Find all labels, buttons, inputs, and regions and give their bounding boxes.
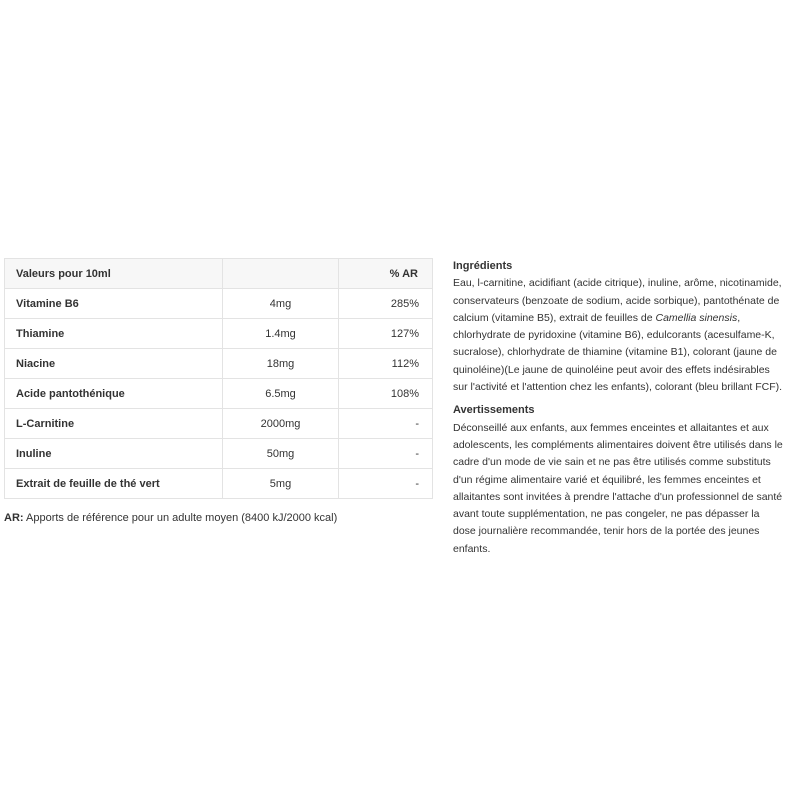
table-row [5,289,433,319]
nutrient-qty: 1.4mg [223,319,339,349]
nutrient-name: Vitamine B6 [5,289,223,319]
header-ar: % AR [339,259,433,289]
ingredients-text-part2: , chlorhydrate de pyridoxine (vitamine B6), edulcorants (acesulfame-K, sucralose), chlorhydrate de thiamine (vitamine B1), colorant (jaune de quinoléine)(Le jaune de quinoléine peut avoir des effets indésirables sur l'activité et l'attention chez les enfants), colorant (bleu brillant FCF). [453,311,783,394]
nutrient-ar: - [339,409,433,439]
nutrient-name: L-Carnitine [5,409,223,439]
ingredients-text [453,275,783,396]
ingredients-text-part1: Eau, l-carnitine, acidifiant (acide citrique), inuline, arôme, nicotinamide, conservateurs (benzoate de sodium, acide sorbique), pantothénate de calcium (vitamine B5), extrait de feuilles de [453,277,782,324]
header-qty [223,259,339,289]
nutrient-name: Extrait de feuille de thé vert [5,469,223,499]
nutrient-qty: 5mg [223,469,339,499]
header-label: Valeurs pour 10ml [5,259,223,289]
nutrient-name: Niacine [5,349,223,379]
nutrient-ar: 127% [339,319,433,349]
nutrient-qty: 6.5mg [223,379,339,409]
ar-note-text: Apports de référence pour un adulte moyen (8400 kJ/2000 kcal) [23,512,338,524]
nutrient-ar: 285% [339,289,433,319]
table-row [5,349,433,379]
nutrition-table [4,258,433,499]
ingredients-heading: Ingrédients [453,260,513,272]
nutrient-name: Acide pantothénique [5,379,223,409]
warnings-text: Déconseillé aux enfants, aux femmes enceintes et allaitantes et aux adolescents, les compléments alimentaires doivent être utilisés dans le cadre d'un mode de vie sain et ne pas être utilisés comme substituts d'un régime alimentaire varié et équilibré, les femmes enceintes et allaitantes sont invitées à prendre l'attache d'un professionnel de santé avant toute supplémentation, ne pas congeler, ne pas dépasser la dose journalière recommandée, tenir hors de la portée des jeunes enfants. [453,421,783,555]
nutrient-qty: 50mg [223,439,339,469]
product-info-panel [453,258,783,564]
ar-note-label: AR: [4,512,24,524]
nutrient-name: Inuline [5,439,223,469]
table-row [5,319,433,349]
nutrient-name: Thiamine [5,319,223,349]
table-row [5,409,433,439]
reference-intake-note [4,512,337,524]
table-header-row [5,259,433,289]
ingredients-latin-name: Camellia sinensis [655,311,738,324]
nutrient-ar: 112% [339,349,433,379]
nutrient-qty: 4mg [223,289,339,319]
table-row [5,379,433,409]
warnings-heading: Avertissements [453,404,535,417]
nutrient-qty: 2000mg [223,409,339,439]
nutrient-ar: 108% [339,379,433,409]
nutrient-qty: 18mg [223,349,339,379]
table-row [5,439,433,469]
table-row [5,469,433,499]
nutrient-ar: - [339,469,433,499]
nutrient-ar: - [339,439,433,469]
